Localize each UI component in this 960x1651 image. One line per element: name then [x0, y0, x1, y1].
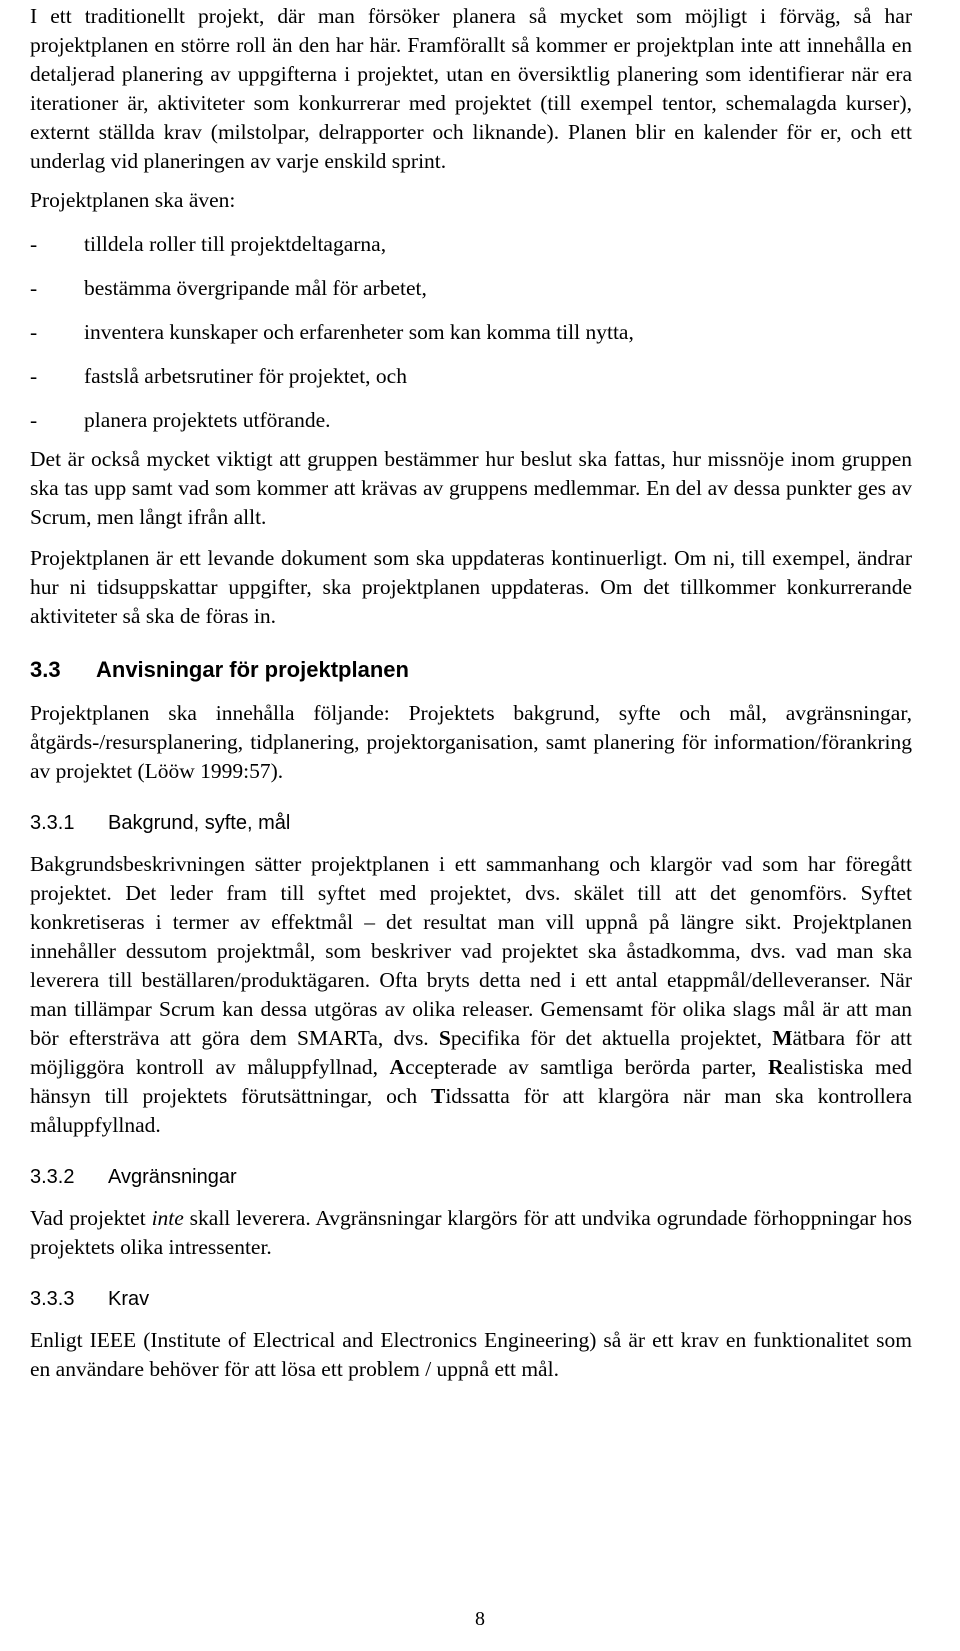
page-number: 8 — [475, 1608, 485, 1630]
smart-letter: S — [438, 1026, 451, 1050]
smart-letter: T — [430, 1084, 446, 1108]
list-item-text: planera projektets utförande. — [84, 408, 331, 432]
section-title: Anvisningar för projektplanen — [96, 657, 409, 682]
section-heading-3-3-1 — [30, 808, 912, 838]
section-number: 3.3 — [30, 657, 61, 682]
paragraph-traditional-project: I ett traditionellt projekt, där man försöker planera så mycket som möjligt i förväg, så har projektplanen en större roll än den har här. Framförallt så kommer er projektplan inte att innehålla en detaljerad planering av uppgifterna i projektet, utan en översiktlig planering som identifierar när era iterationer är, aktiviteter som konkurrerar med projektet (till exempel tentor, schemalagda kurser), externt ställda krav (milstolpar, delrapporter och liknande). Planen blir en kalender för er, och ett underlag vid planeringen av varje enskild sprint. — [30, 4, 912, 173]
list-intro: Projektplanen ska även: — [30, 188, 236, 212]
bullet-dash: - — [30, 232, 38, 256]
smart-letter: R — [767, 1055, 784, 1079]
smart-letter: M — [772, 1026, 793, 1050]
section-heading-3-3-2 — [30, 1162, 912, 1192]
section-number: 3.3.3 — [30, 1288, 75, 1310]
list-item-text: fastslå arbetsrutiner för projektet, och — [84, 364, 407, 388]
text-run: Bakgrundsbeskrivningen sätter projektplanen i ett sammanhang och klargör vad som har föregått projektet. Det leder fram till syftet med projektet, dvs. skälet till att det genomförs. Syftet konkretiseras i termer av effektmål – det resultat man vill uppnå på längre sikt. Projektplanen innehåller dessutom projektmål, som beskriver vad projektet ska åstadkomma, dvs. vad man ska leverera till beställaren/produktägaren. Ofta bryts detta ned i ett antal etappmål/delleveranser. När man tillämpar Scrum kan dessa utgöras av olika releaser. Gemensamt för olika slags mål är att man bör eftersträva att göra dem SMARTa, dvs. — [30, 852, 912, 1050]
bullet-dash: - — [30, 408, 38, 432]
section-heading-3-3 — [30, 655, 912, 685]
text-run: idssatta för att klargöra när man ska kontrollera måluppfyllnad. — [30, 1084, 912, 1137]
section-title: Avgränsningar — [108, 1166, 237, 1188]
paragraph-requirements: Enligt IEEE (Institute of Electrical and Electronics Engineering) så är ett krav en funktionalitet som en användare behöver för att lösa ett problem / uppnå ett mål. — [30, 1328, 912, 1381]
text-run: skall leverera. Avgränsningar klargörs för att undvika ogrundade förhoppningar hos projektets olika intressenter. — [30, 1206, 912, 1259]
list-item-text: bestämma övergripande mål för arbetet, — [84, 276, 427, 300]
list-item — [30, 274, 912, 303]
paragraph-background — [30, 850, 912, 1140]
bullet-dash: - — [30, 320, 38, 344]
list-item — [30, 362, 912, 391]
document-page — [30, 0, 912, 1384]
list-item-text: inventera kunskaper och erfarenheter som kan komma till nytta, — [84, 320, 634, 344]
bullet-list — [30, 230, 912, 435]
text-run: ccepterade av samtliga berörda parter, — [405, 1055, 768, 1079]
section-title: Bakgrund, syfte, mål — [108, 812, 291, 834]
section-heading-3-3-3 — [30, 1284, 912, 1314]
list-item — [30, 406, 912, 435]
list-item — [30, 230, 912, 259]
bullet-dash: - — [30, 364, 38, 388]
section-number: 3.3.2 — [30, 1166, 75, 1188]
paragraph-scope — [30, 1204, 912, 1262]
smart-letter: A — [389, 1055, 406, 1079]
text-run: ealistiska med hänsyn till projektets förutsättningar, och — [30, 1055, 912, 1108]
paragraph-plan-contents: Projektplanen ska innehålla följande: Projektets bakgrund, syfte och mål, avgränsningar, åtgärds-/resursplanering, tidplanering, projektorganisation, samt planering för information/förankring av projektet (Lööw 1999:57). — [30, 701, 912, 783]
section-title: Krav — [108, 1288, 150, 1310]
emphasis-text: inte — [151, 1206, 184, 1230]
paragraph-living-document: Projektplanen är ett levande dokument som ska uppdateras kontinuerligt. Om ni, till exempel, ändrar hur ni tidsuppskattar uppgifter, ska projektplanen uppdateras. Om det tillkommer konkurrerande aktiviteter så ska de föras in. — [30, 546, 912, 628]
text-run: pecifika för det aktuella projektet, — [450, 1026, 773, 1050]
bullet-dash: - — [30, 276, 38, 300]
text-run: Vad projektet — [30, 1206, 152, 1230]
list-item — [30, 318, 912, 347]
list-item-text: tilldela roller till projektdeltagarna, — [84, 232, 387, 256]
text-run: ätbara för att möjliggöra kontroll av måluppfyllnad, — [30, 1026, 912, 1079]
section-number: 3.3.1 — [30, 812, 75, 834]
paragraph-decisions: Det är också mycket viktigt att gruppen bestämmer hur beslut ska fattas, hur missnöje inom gruppen ska tas upp samt vad som kommer att krävas av gruppens medlemmar. En del av dessa punkter ges av Scrum, men långt ifrån allt. — [30, 447, 912, 529]
